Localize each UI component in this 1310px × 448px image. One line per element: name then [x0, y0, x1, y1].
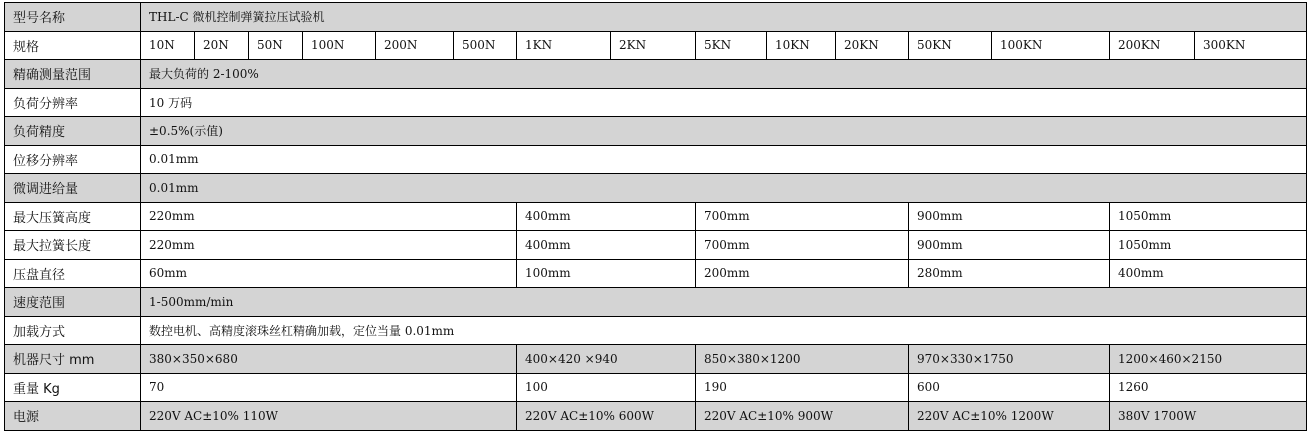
model-name-row: [5, 3, 1307, 32]
spec-label: 规格: [5, 31, 141, 60]
value-cell: 220V AC±10% 900W: [696, 402, 909, 431]
value-cell: 60mm: [141, 259, 517, 288]
value-cell: 1200×460×2150: [1110, 345, 1307, 374]
spec-cell: 20KN: [836, 31, 909, 60]
load-resolution-row: [5, 88, 1307, 117]
displacement-resolution-label: 位移分辨率: [5, 145, 141, 174]
value-cell: 190: [696, 373, 909, 402]
value-cell: 1260: [1110, 373, 1307, 402]
spec-cell: 5KN: [696, 31, 767, 60]
displacement-resolution-value: 0.01mm: [141, 145, 1307, 174]
weight-row: [5, 373, 1307, 402]
model-name-value: THL-C 微机控制弹簧拉压试验机: [141, 3, 1307, 32]
machine-size-row: [5, 345, 1307, 374]
load-resolution-value: 10 万码: [141, 88, 1307, 117]
value-cell: 100mm: [517, 259, 696, 288]
value-cell: 70: [141, 373, 517, 402]
value-cell: 380V 1700W: [1110, 402, 1307, 431]
value-cell: 850×380×1200: [696, 345, 909, 374]
value-cell: 280mm: [909, 259, 1110, 288]
platen-diameter-label: 压盘直径: [5, 259, 141, 288]
value-cell: 700mm: [696, 202, 909, 231]
value-cell: 400mm: [1110, 259, 1307, 288]
value-cell: 1050mm: [1110, 202, 1307, 231]
spec-cell: 300KN: [1195, 31, 1307, 60]
load-accuracy-value: ±0.5%(示值): [141, 117, 1307, 146]
measure-range-label: 精确测量范围: [5, 60, 141, 89]
spec-cell: 200KN: [1110, 31, 1195, 60]
value-cell: 220V AC±10% 1200W: [909, 402, 1110, 431]
value-cell: 220mm: [141, 202, 517, 231]
max-compression-height-row: [5, 202, 1307, 231]
spec-cell: 10KN: [767, 31, 836, 60]
platen-diameter-row: [5, 259, 1307, 288]
power-supply-label: 电源: [5, 402, 141, 431]
value-cell: 970×330×1750: [909, 345, 1110, 374]
spec-cell: 200N: [376, 31, 454, 60]
spec-cell: 1KN: [517, 31, 611, 60]
value-cell: 900mm: [909, 231, 1110, 260]
fine-feed-label: 微调进给量: [5, 174, 141, 203]
spec-cell: 2KN: [611, 31, 696, 60]
value-cell: 700mm: [696, 231, 909, 260]
value-cell: 100: [517, 373, 696, 402]
machine-size-label: 机器尺寸 mm: [5, 345, 141, 374]
measure-range-value: 最大负荷的 2-100%: [141, 60, 1307, 89]
spec-cell: 100N: [303, 31, 376, 60]
load-accuracy-row: [5, 117, 1307, 146]
load-resolution-label: 负荷分辨率: [5, 88, 141, 117]
spec-row: [5, 31, 1307, 60]
value-cell: 600: [909, 373, 1110, 402]
spec-cell: 20N: [195, 31, 249, 60]
displacement-resolution-row: [5, 145, 1307, 174]
value-cell: 220V AC±10% 600W: [517, 402, 696, 431]
spec-cell: 500N: [454, 31, 517, 60]
value-cell: 400mm: [517, 231, 696, 260]
spec-cell: 50N: [249, 31, 303, 60]
load-accuracy-label: 负荷精度: [5, 117, 141, 146]
fine-feed-row: [5, 174, 1307, 203]
spec-cell: 50KN: [909, 31, 992, 60]
speed-range-row: [5, 288, 1307, 317]
loading-method-label: 加载方式: [5, 316, 141, 345]
value-cell: 220V AC±10% 110W: [141, 402, 517, 431]
max-tension-length-row: [5, 231, 1307, 260]
fine-feed-value: 0.01mm: [141, 174, 1307, 203]
max-compression-height-label: 最大压簧高度: [5, 202, 141, 231]
value-cell: 220mm: [141, 231, 517, 260]
loading-method-value: 数控电机、高精度滚珠丝杠精确加载，定位当量 0.01mm: [141, 316, 1307, 345]
loading-method-row: [5, 316, 1307, 345]
spec-cell: 10N: [141, 31, 195, 60]
speed-range-label: 速度范围: [5, 288, 141, 317]
spec-cell: 100KN: [992, 31, 1110, 60]
value-cell: 900mm: [909, 202, 1110, 231]
speed-range-value: 1-500mm/min: [141, 288, 1307, 317]
power-supply-row: [5, 402, 1307, 431]
max-tension-length-label: 最大拉簧长度: [5, 231, 141, 260]
weight-label: 重量 Kg: [5, 373, 141, 402]
spec-table: [4, 2, 1307, 431]
value-cell: 400×420 ×940: [517, 345, 696, 374]
measure-range-row: [5, 60, 1307, 89]
value-cell: 400mm: [517, 202, 696, 231]
value-cell: 200mm: [696, 259, 909, 288]
value-cell: 380×350×680: [141, 345, 517, 374]
value-cell: 1050mm: [1110, 231, 1307, 260]
model-name-label: 型号名称: [5, 3, 141, 32]
